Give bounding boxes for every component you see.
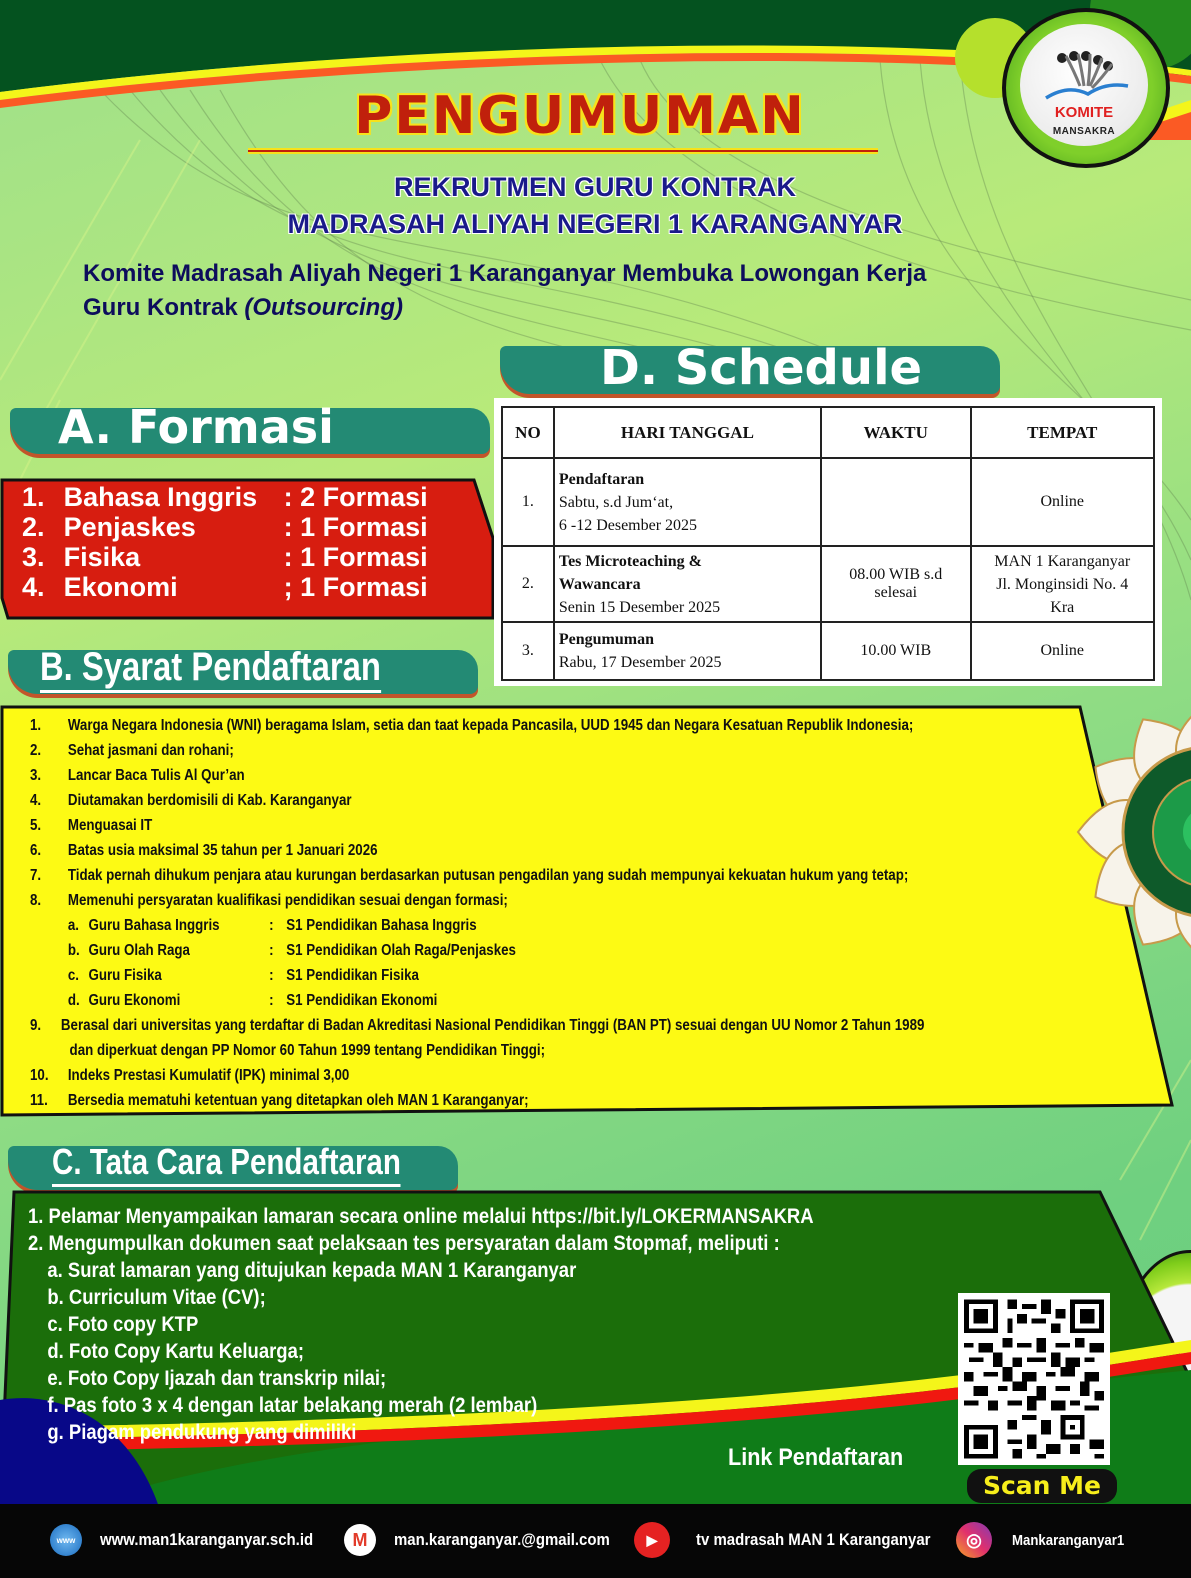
- formasi-name: Fisika: [63, 542, 141, 572]
- footer-email-text[interactable]: man.karanganyar.@gmail.com: [394, 1530, 610, 1549]
- formasi-num: 2.: [22, 512, 45, 542]
- syarat-item-cont: dan diperkuat dengan PP Nomor 60 Tahun 1999 tentang Pendidikan Tinggi;: [69, 1042, 546, 1059]
- row-place-line: MAN 1 Karanganyar: [994, 552, 1131, 570]
- schedule-row: [502, 622, 1154, 680]
- formasi-name: Ekonomi: [63, 572, 178, 602]
- formasi-item: [22, 572, 462, 602]
- mandala-ornament: [1058, 692, 1191, 972]
- qr-code-icon: [964, 1299, 1104, 1459]
- intro-text: [83, 257, 1163, 325]
- footer-instagram-text[interactable]: Mankaranganyar1: [1012, 1531, 1125, 1549]
- tata-cara-list: [28, 1203, 968, 1446]
- logo-badge: [1020, 24, 1148, 146]
- syarat-item: [30, 863, 924, 888]
- formasi-num: 4.: [22, 572, 45, 602]
- syarat-text: Bersedia mematuhi ketentuan yang ditetapkan oleh MAN 1 Karanganyar;: [67, 1092, 529, 1109]
- row-time: [821, 458, 971, 546]
- col-header-time: WAKTU: [821, 407, 971, 458]
- footer-website[interactable]: [50, 1520, 342, 1560]
- row-place: [971, 546, 1154, 622]
- row-time: [821, 546, 971, 622]
- syarat-num: 4.: [30, 792, 42, 809]
- formasi-num: 3.: [22, 542, 45, 572]
- komite-mansakra-logo: [1002, 8, 1172, 168]
- row-date: [554, 622, 821, 680]
- tata-sub-item: f. Pas foto 3 x 4 dengan latar belakang merah (2 lembar): [47, 1394, 538, 1417]
- row-date: [554, 458, 821, 546]
- row-event: Pendaftaran: [558, 470, 645, 488]
- intro-line-2-prefix: Guru Kontrak: [83, 294, 245, 321]
- sub-guru: Guru Bahasa Inggris: [88, 917, 220, 934]
- row-no: 2.: [502, 546, 554, 622]
- sub-sep: :: [269, 967, 274, 984]
- syarat-item: [30, 1013, 924, 1038]
- intro-line-2: [83, 291, 1163, 325]
- footer-instagram[interactable]: [956, 1520, 1140, 1560]
- sub-req: S1 Pendidikan Ekonomi: [286, 992, 438, 1009]
- syarat-heading: B. Syarat Pendaftaran: [40, 644, 381, 693]
- syarat-sub-item: [30, 913, 924, 938]
- col-header-date: HARI TANGGAL: [554, 407, 821, 458]
- tata-item: 1. Pelamar Menyampaikan lamaran secara online melalui https://bit.ly/LOKERMANSAKRA: [28, 1205, 814, 1228]
- sub-req: S1 Pendidikan Fisika: [286, 967, 419, 984]
- formasi-num: 1.: [22, 482, 45, 512]
- row-place: Online: [971, 458, 1154, 546]
- syarat-num: 11.: [30, 1092, 48, 1109]
- row-no: 1.: [502, 458, 554, 546]
- col-header-no: NO: [502, 407, 554, 458]
- row-place-line: Jl. Monginsidi No. 4: [996, 575, 1129, 593]
- syarat-num: 1.: [30, 717, 42, 734]
- syarat-list: [30, 713, 1070, 1113]
- intro-line-1: Komite Madrasah Aliyah Negeri 1 Karanganyar Membuka Lowongan Kerja: [83, 260, 927, 287]
- formasi-heading: A. Formasi: [58, 400, 334, 454]
- registration-qr-code[interactable]: [958, 1293, 1110, 1465]
- row-date-line: 6 -12 Desember 2025: [558, 516, 698, 534]
- formasi-item: [22, 512, 462, 542]
- row-place-line: Kra: [1050, 598, 1075, 616]
- syarat-text: Sehat jasmani dan rohani;: [67, 742, 234, 759]
- subtitle-recruitment: REKRUTMEN GURU KONTRAK: [394, 172, 796, 202]
- gmail-icon: M: [344, 1524, 376, 1556]
- schedule-heading: D. Schedule: [600, 340, 923, 396]
- syarat-item: [30, 813, 924, 838]
- logo-subtitle: MANSAKRA: [1052, 126, 1116, 137]
- scan-me-label: Scan Me: [967, 1469, 1117, 1503]
- footer-youtube[interactable]: [634, 1520, 962, 1560]
- formasi-list: [22, 482, 462, 602]
- sub-guru: Guru Olah Raga: [88, 942, 190, 959]
- syarat-num: 2.: [30, 742, 42, 759]
- schedule-row: [502, 546, 1154, 622]
- globe-icon: www: [50, 1524, 82, 1556]
- sub-sep: :: [269, 917, 274, 934]
- tata-sub-item: g. Piagam pendukung yang dimiliki: [47, 1421, 357, 1444]
- syarat-text: Batas usia maksimal 35 tahun per 1 Januari 2026: [67, 842, 378, 859]
- syarat-item: [30, 1063, 924, 1088]
- row-time: 10.00 WIB: [821, 622, 971, 680]
- syarat-text: Indeks Prestasi Kumulatif (IPK) minimal 3,00: [67, 1067, 350, 1084]
- sub-letter: d.: [67, 992, 80, 1009]
- row-date-line: Rabu, 17 Desember 2025: [558, 654, 722, 671]
- formasi-count: ; 1 Formasi: [283, 572, 428, 602]
- formasi-name: Bahasa Inggris: [63, 482, 258, 512]
- footer-youtube-text[interactable]: tv madrasah MAN 1 Karanganyar: [696, 1530, 931, 1549]
- instagram-icon: ◎: [956, 1522, 992, 1558]
- row-date-line: Senin 15 Desember 2025: [558, 598, 721, 616]
- formasi-name: Penjaskes: [63, 512, 196, 542]
- syarat-item: [30, 763, 924, 788]
- tata-sub-item: d. Foto Copy Kartu Keluarga;: [47, 1340, 305, 1363]
- row-no: 3.: [502, 622, 554, 680]
- sub-guru: Guru Ekonomi: [88, 992, 181, 1009]
- syarat-sub-item: [30, 938, 924, 963]
- logo-figures-book-icon: [1040, 36, 1130, 106]
- syarat-item: [30, 838, 924, 863]
- sub-letter: b.: [67, 942, 80, 959]
- syarat-text: Warga Negara Indonesia (WNI) beragama Islam, setia dan taat kepada Pancasila, UUD 1945 dan Negara Kesatuan Republik Indonesia;: [67, 717, 914, 734]
- syarat-item: [30, 1088, 924, 1113]
- sub-req: S1 Pendidikan Olah Raga/Penjaskes: [286, 942, 516, 959]
- row-time-line: 08.00 WIB s.d: [849, 566, 943, 583]
- poster-title: PENGUMUMAN: [354, 86, 806, 146]
- syarat-item: [30, 788, 924, 813]
- syarat-item: [30, 888, 924, 913]
- sub-guru: Guru Fisika: [88, 967, 162, 984]
- formasi-count: : 1 Formasi: [283, 542, 428, 572]
- col-header-place: TEMPAT: [971, 407, 1154, 458]
- syarat-num: 3.: [30, 767, 42, 784]
- syarat-num: 6.: [30, 842, 42, 859]
- schedule-table: [501, 406, 1155, 681]
- formasi-count: : 1 Formasi: [283, 512, 428, 542]
- sub-letter: c.: [67, 967, 79, 984]
- registration-link-label: Link Pendaftaran: [728, 1444, 904, 1471]
- formasi-item: [22, 542, 462, 572]
- syarat-num: 8.: [30, 892, 42, 909]
- formasi-item: [22, 482, 462, 512]
- syarat-num: 10.: [30, 1067, 49, 1084]
- syarat-text: Memenuhi persyaratan kualifikasi pendidikan sesuai dengan formasi;: [67, 892, 508, 909]
- syarat-num: 5.: [30, 817, 42, 834]
- intro-line-2-italic: (Outsourcing): [244, 294, 403, 321]
- row-place: Online: [971, 622, 1154, 680]
- tata-sub-item: b. Curriculum Vitae (CV);: [47, 1286, 266, 1309]
- schedule-header-row: [502, 407, 1154, 458]
- tata-sub-item: a. Surat lamaran yang ditujukan kepada MAN 1 Karanganyar: [47, 1259, 577, 1282]
- subtitle-school: MADRASAH ALIYAH NEGERI 1 KARANGANYAR: [287, 209, 903, 239]
- row-event: Pengumuman: [558, 631, 654, 648]
- syarat-num: 9.: [30, 1017, 42, 1034]
- row-event: Tes Microteaching &: [558, 552, 702, 570]
- sub-req: S1 Pendidikan Bahasa Inggris: [286, 917, 477, 934]
- row-date: [554, 546, 821, 622]
- syarat-text: Berasal dari universitas yang terdaftar di Badan Akreditasi Nasional Pendidikan Tinggi (BAN PT) sesuai dengan UU Nomor 2 Tahun 1989: [60, 1017, 925, 1034]
- syarat-text: Diutamakan berdomisili di Kab. Karanganyar: [67, 792, 352, 809]
- syarat-sub-item: [30, 988, 924, 1013]
- footer-website-text[interactable]: www.man1karanganyar.sch.id: [100, 1530, 314, 1549]
- schedule-table-panel: [494, 398, 1162, 686]
- tata-sub-item: c. Foto copy KTP: [47, 1313, 199, 1336]
- syarat-sub-item: [30, 963, 924, 988]
- logo-title: KOMITE: [1054, 104, 1114, 121]
- syarat-text: Lancar Baca Tulis Al Qur’an: [67, 767, 245, 784]
- syarat-num: 7.: [30, 867, 42, 884]
- syarat-text: Menguasai IT: [67, 817, 153, 834]
- footer-email[interactable]: [344, 1520, 639, 1560]
- syarat-item: [30, 713, 924, 738]
- youtube-icon: ▶: [634, 1522, 670, 1558]
- tata-item: 2. Mengumpulkan dokumen saat pelaksaan tes persyaratan dalam Stopmaf, meliputi :: [28, 1232, 780, 1255]
- sub-sep: :: [269, 992, 274, 1009]
- tata-heading: C. Tata Cara Pendaftaran: [52, 1140, 401, 1187]
- row-time-line: selesai: [874, 584, 918, 601]
- title-underline: [248, 148, 878, 154]
- row-date-line: Sabtu, s.d Jum‘at,: [558, 493, 674, 511]
- row-event-cont: Wawancara: [558, 575, 641, 593]
- schedule-row: [502, 458, 1154, 546]
- sub-sep: :: [269, 942, 274, 959]
- formasi-count: : 2 Formasi: [283, 482, 428, 512]
- sub-letter: a.: [67, 917, 79, 934]
- syarat-text: Tidak pernah dihukum penjara atau kurungan berdasarkan putusan pengadilan yang sudah mempunyai kekuatan hukum yang tetap;: [67, 867, 909, 884]
- syarat-item: [30, 738, 924, 763]
- tata-sub-item: e. Foto Copy Ijazah dan transkrip nilai;: [47, 1367, 387, 1390]
